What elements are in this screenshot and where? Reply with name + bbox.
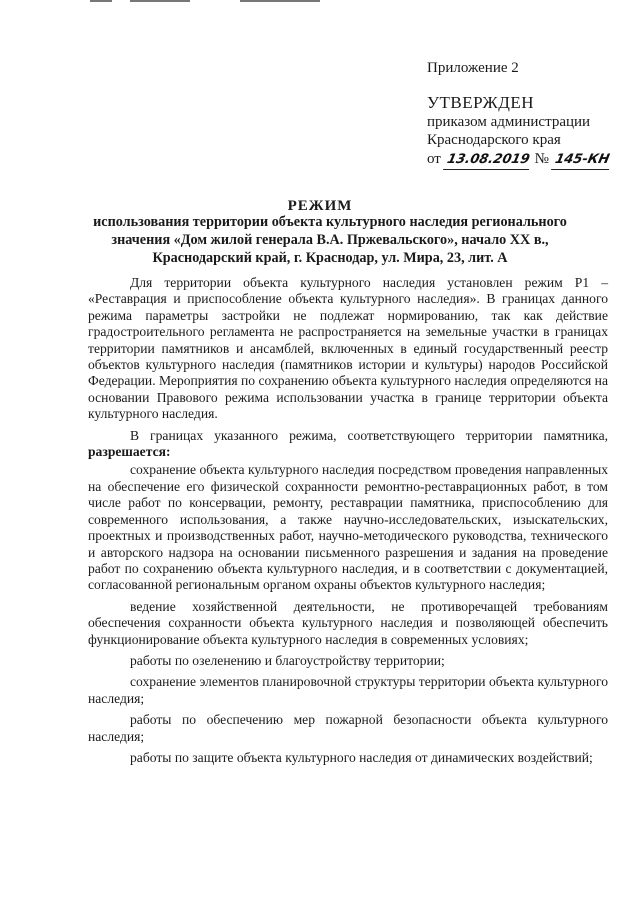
handwritten-number: 145-КН	[551, 151, 613, 170]
approval-stamp-block	[427, 94, 637, 170]
scan-artifact-marks	[90, 0, 330, 3]
order-line-2: Краснодарского края	[427, 132, 561, 148]
number-prefix: №	[534, 151, 549, 167]
document-body	[88, 275, 608, 771]
permitted-intro-text: В границах указанного режима, соответствующего территории памятника,	[130, 427, 608, 443]
document-title: РЕЖИМ	[287, 198, 353, 214]
handwritten-date: 13.08.2019	[443, 151, 533, 170]
order-line-1: приказом администрации	[427, 114, 591, 130]
list-item-landscaping: работы по озеленению и благоустройству территории;	[130, 652, 445, 668]
date-prefix: от	[427, 151, 441, 167]
list-item-fire-safety: работы по обеспечению мер пожарной безопасности объекта культурного наследия;	[88, 712, 608, 744]
subtitle-line-2: значения «Дом жилой генерала В.А. Пржевальского», начало XX в.,	[111, 232, 549, 248]
appendix-label: Приложение 2	[427, 60, 519, 76]
order-date-number-line	[427, 150, 637, 170]
list-item-preservation: сохранение объекта культурного наследия посредством проведения направленных на обеспечение его физической сохранности ремонтно-реставрационных работ, в том числе работ по консервации, ремонту, реставрации памятника, приспособлению для современного использования, а также научно-исследовательских, изыскательских, проектных и производственных работ, научно-методического руководства, технического и авторского надзора на основании письменного разрешения и задания на проведение работ по сохранению объекта культурного наследия, и в соответствии с документацией, согласованной региональным органом охраны объектов культурного наследия;	[88, 462, 608, 593]
document-subtitle	[88, 213, 572, 267]
approved-heading: УТВЕРЖДЕН	[427, 93, 534, 112]
list-item-planning-structure: сохранение элементов планировочной структуры территории объекта культурного наследия;	[88, 674, 608, 706]
paragraph-permitted-intro	[88, 428, 608, 461]
list-item-dynamic-protection: работы по защите объекта культурного наследия от динамических воздействий;	[130, 749, 593, 765]
subtitle-line-3: Краснодарский край, г. Краснодар, ул. Мира, 23, лит. А	[152, 250, 508, 266]
permitted-keyword: разрешается:	[88, 444, 171, 460]
subtitle-line-1: использования территории объекта культурного наследия регионального	[93, 214, 567, 230]
paragraph-regime-description: Для территории объекта культурного наследия установлен режим Р1 – «Реставрация и приспособление объекта культурного наследия». В границах данного режима параметры застройки не подлежат нормированию, так как действие градостроительного регламента не распространяется на земельные участки в границах территории памятников и ансамблей, включенных в единый государственный реестр объектов культурного наследия (памятников истории и культуры) народов Российской Федерации. Мероприятия по сохранению объекта культурного наследия определяются на основании Правового режима использовании участка в границе территории объекта культурного наследия.	[88, 275, 608, 422]
list-item-economic-activity: ведение хозяйственной деятельности, не противоречащей требованиям обеспечения сохранности объекта культурного наследия и позволяющей обеспечить функционирование объекта культурного наследия в современных условиях;	[88, 598, 608, 647]
